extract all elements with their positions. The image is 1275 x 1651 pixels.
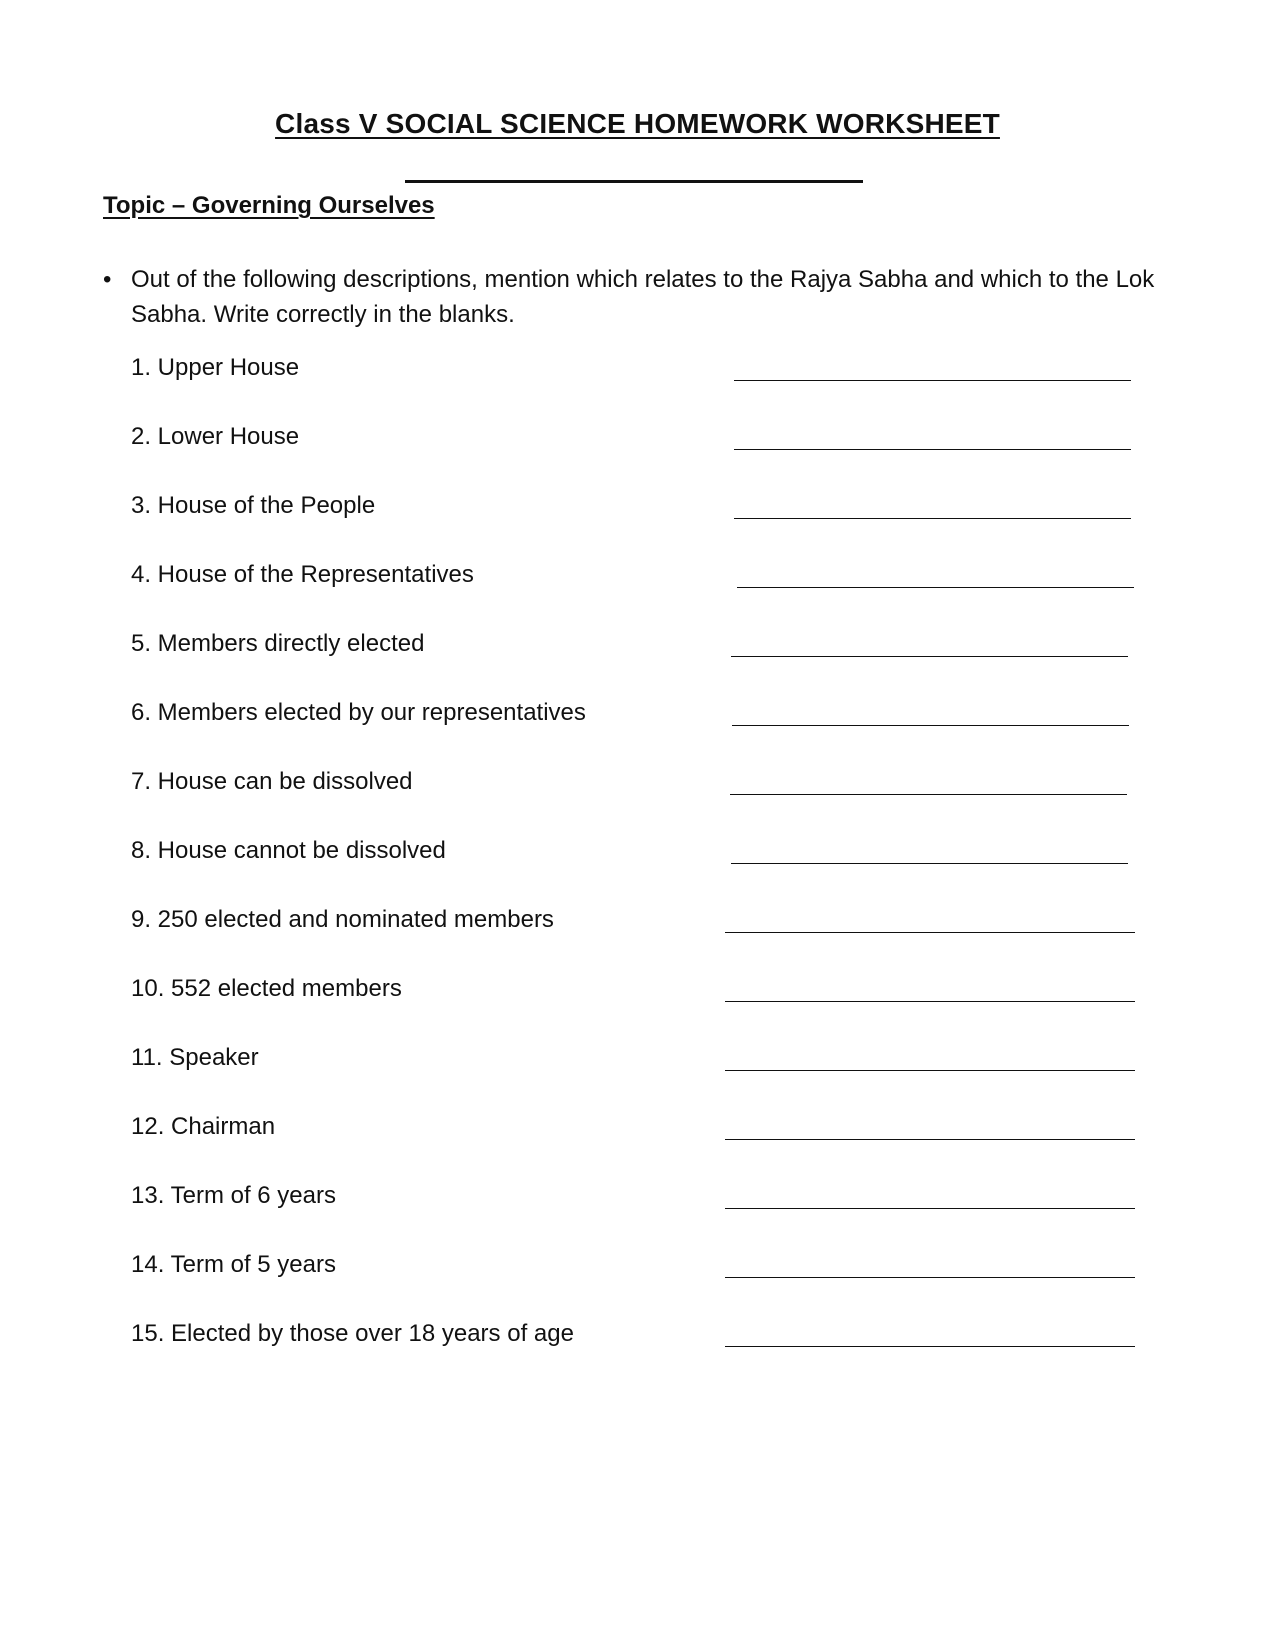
answer-blank[interactable]	[737, 587, 1134, 588]
question-item: 8. House cannot be dissolved	[131, 837, 446, 864]
question-item: 6. Members elected by our representatives	[131, 699, 586, 726]
answer-blank[interactable]	[725, 1277, 1135, 1278]
answer-blank[interactable]	[725, 932, 1135, 933]
topic-heading: Topic – Governing Ourselves	[103, 192, 435, 219]
question-item: 10. 552 elected members	[131, 975, 402, 1002]
answer-blank[interactable]	[734, 380, 1131, 381]
question-item: 13. Term of 6 years	[131, 1182, 336, 1209]
answer-blank[interactable]	[730, 794, 1127, 795]
question-item: 15. Elected by those over 18 years of age	[131, 1320, 574, 1347]
answer-blank[interactable]	[731, 656, 1128, 657]
question-item: 9. 250 elected and nominated members	[131, 906, 554, 933]
answer-blank[interactable]	[732, 725, 1129, 726]
answer-blank[interactable]	[734, 518, 1131, 519]
answer-blank[interactable]	[734, 449, 1131, 450]
answer-blank[interactable]	[725, 1346, 1135, 1347]
question-item: 4. House of the Representatives	[131, 561, 474, 588]
answer-blank[interactable]	[725, 1001, 1135, 1002]
title-underline-rule	[405, 180, 863, 183]
answer-blank[interactable]	[725, 1070, 1135, 1071]
question-item: 3. House of the People	[131, 492, 376, 519]
bullet-icon: •	[103, 266, 112, 293]
question-item: 12. Chairman	[131, 1113, 276, 1140]
question-item: 14. Term of 5 years	[131, 1251, 336, 1278]
question-item: 5. Members directly elected	[131, 630, 425, 657]
question-item: 7. House can be dissolved	[131, 768, 413, 795]
answer-blank[interactable]	[725, 1208, 1135, 1209]
answer-blank[interactable]	[725, 1139, 1135, 1140]
question-item: 2. Lower House	[131, 423, 300, 450]
question-item: 11. Speaker	[131, 1044, 259, 1071]
question-item: 1. Upper House	[131, 354, 300, 381]
instruction-text: Out of the following descriptions, mention which relates to the Rajya Sabha and which to the Lok Sabha. Write correctly in the blanks.	[131, 266, 1155, 328]
answer-blank[interactable]	[731, 863, 1128, 864]
worksheet-title: Class V SOCIAL SCIENCE HOMEWORK WORKSHEET	[275, 108, 1000, 139]
